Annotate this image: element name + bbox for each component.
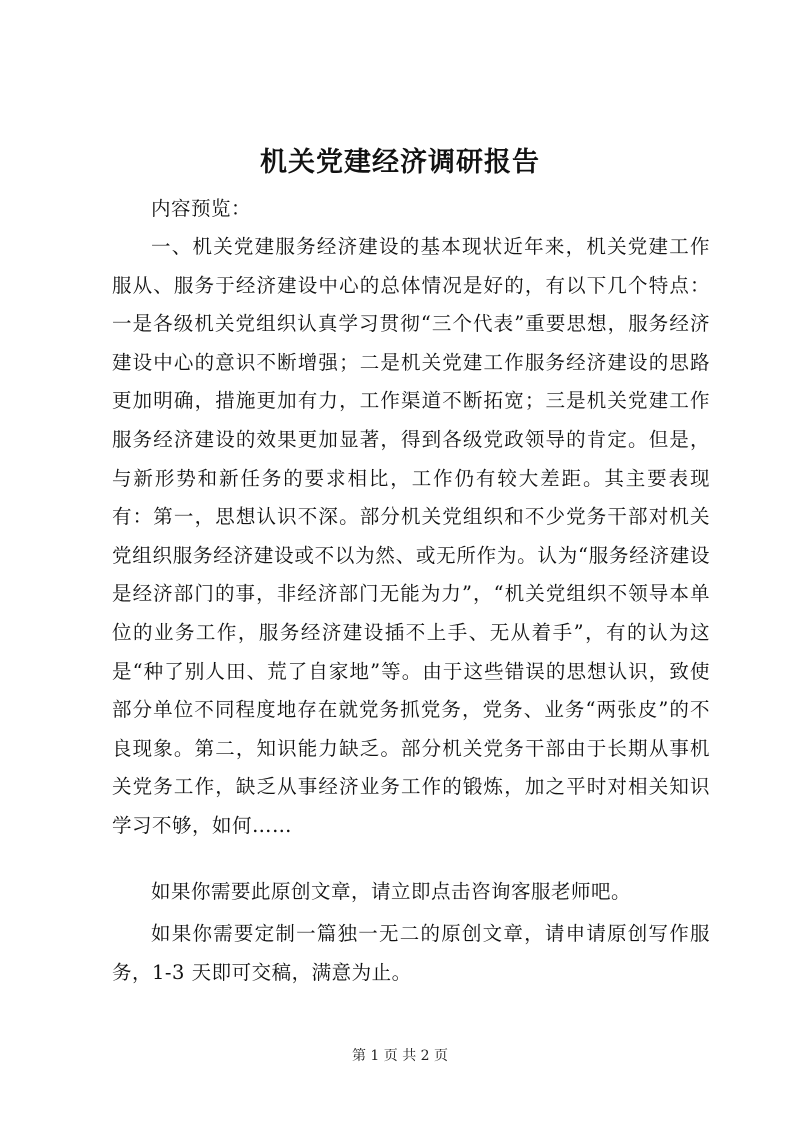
custom-writing-service-link[interactable]: 如果你需要定制一篇独一无二的原创文章，请申请原创写作服务，1-3 天即可交稿，满意为止。 [112, 922, 710, 984]
page-number-footer: 第 1 页 共 2 页 [351, 1048, 449, 1064]
main-paragraph: 一、机关党建服务经济建设的基本现状近年来，机关党建工作服从、服务于经济建设中心的总体情况是好的，有以下几个特点：一是各级机关党组织认真学习贯彻“三个代表”重要思想，服务经济建设中心的意识不断增强；二是机关党建工作服务经济建设的思路更加明确，措施更加有力，工作渠道不断拓宽；三是机关党建工作服务经济建设的效果更加显著，得到各级党政领导的肯定。但是，与新形势和新任务的要求相比，工作仍有较大差距。其主要表现有：第一，思想认识不深。部分机关党组织和不少党务干部对机关党组织服务经济建设或不以为然、或无所作为。认为“服务经济建设是经济部门的事，非经济部门无能为力”，“机关党组织不领导本单位的业务工作，服务经济建设插不上手、无从着手”，有的认为这是“种了别人田、荒了自家地”等。由于这些错误的思想认识，致使部分单位不同程度地存在就党务抓党务，党务、业务“两张皮”的不良现象。第二，知识能力缺乏。部分机关党务干部由于长期从事机关党务工作，缺乏从事经济业务工作的锻炼，加之平时对相关知识学习不够，如何…… [112, 235, 710, 837]
page-title: 机关党建经济调研报告 [260, 147, 540, 178]
consult-prompt-link[interactable]: 如果你需要此原创文章，请立即点击咨询客服老师吧。 [151, 880, 632, 903]
preview-label: 内容预览： [151, 197, 252, 220]
